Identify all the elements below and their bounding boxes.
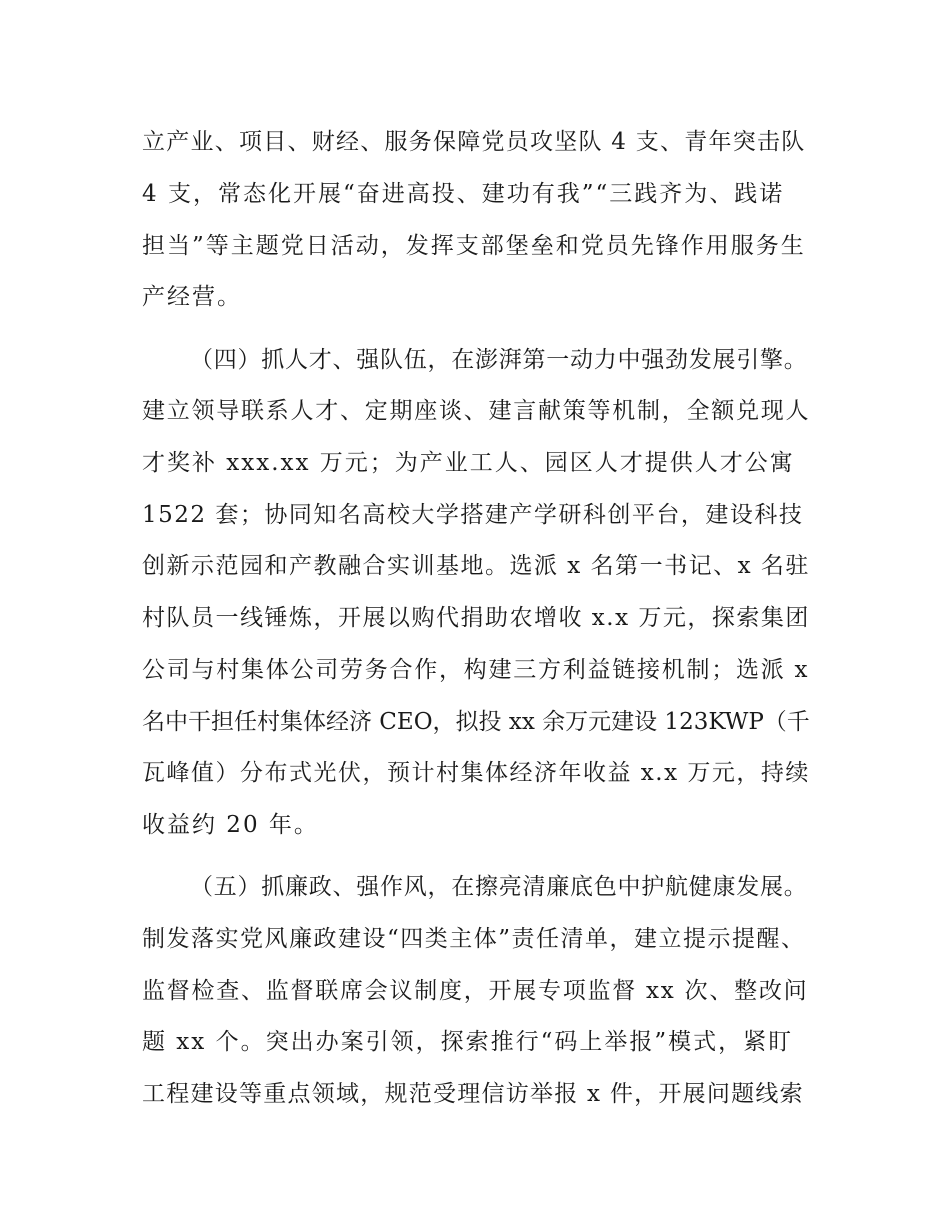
paragraph-line: 创新示范园和产教融合实训基地。选派 x 名第一书记、x 名驻: [142, 553, 810, 579]
paragraph-line: 监督检查、监督联席会议制度，开展专项监督 xx 次、整改问: [142, 978, 809, 1004]
paragraph-line: 名中干担任村集体经济 CEO，拟投 xx 余万元建设 123KWP（千: [142, 709, 810, 735]
paragraph-line: 产经营。: [142, 284, 242, 310]
paragraph-line: 4 支，常态化开展“奋进高投、建功有我”“三践齐为、践诺: [142, 181, 785, 207]
paragraph-line: 工程建设等重点领域，规范受理信访举报 x 件，开展问题线索: [142, 1081, 804, 1107]
paragraph-line: 公司与村集体公司劳务合作，构建三方利益链接机制；选派 x: [142, 657, 810, 683]
paragraph-line: 立产业、项目、财经、服务保障党员攻坚队 4 支、青年突击队: [142, 129, 806, 155]
paragraph-line: 1522 套；协同知名高校大学搭建产学研科创平台，建设科技: [142, 502, 804, 528]
paragraph-line: 担当”等主题党日活动，发挥支部堡垒和党员先锋作用服务生: [142, 233, 806, 259]
paragraph-line: 瓦峰值）分布式光伏，预计村集体经济年收益 x.x 万元，持续: [142, 760, 810, 786]
paragraph-line: 收益约 20 年。: [142, 812, 319, 838]
section-heading-five: （五）抓廉政、强作风，在擦亮清廉底色中护航健康发展。: [190, 874, 808, 900]
section-heading-four: （四）抓人才、强队伍，在澎湃第一动力中强劲发展引擎。: [190, 347, 808, 373]
paragraph-line: 建立领导联系人才、定期座谈、建言献策等机制，全额兑现人: [142, 398, 811, 424]
paragraph-line: 才奖补 xxx.xx 万元；为产业工人、园区人才提供人才公寓: [142, 450, 795, 476]
paragraph-line: 题 xx 个。突出办案引领，探索推行“码上举报”模式，紧盯: [142, 1029, 794, 1055]
paragraph-line: 村队员一线锤炼，开展以购代捐助农增收 x.x 万元，探索集团: [142, 605, 810, 631]
paragraph-line: 制发落实党风廉政建设“四类主体”责任清单，建立提示提醒、: [142, 926, 806, 952]
